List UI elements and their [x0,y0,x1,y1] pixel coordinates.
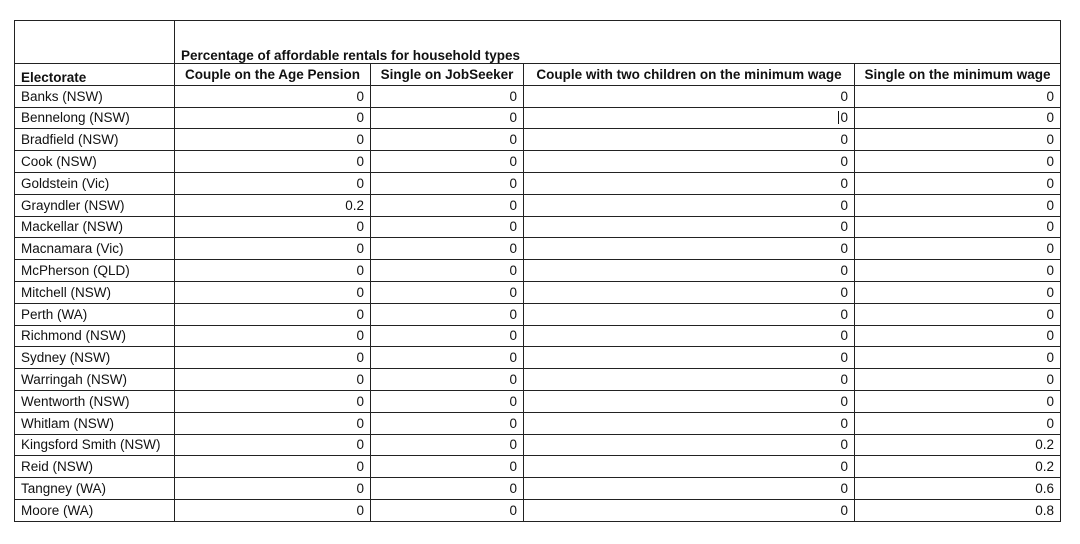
table-row [15,434,1061,456]
value-text: 0 [840,350,848,366]
value-text: 0 [840,284,848,300]
table-row [15,347,1061,369]
value-cell[interactable] [855,216,1061,238]
value-text: 0 [356,350,364,366]
value-cell[interactable] [175,85,371,107]
value-text: 0 [509,154,517,170]
electorate-cell[interactable]: Bennelong (NSW) [15,107,175,129]
value-cell[interactable] [855,85,1061,107]
value-cell[interactable] [524,129,855,151]
value-text: 0 [840,459,848,475]
value-text: 0 [840,393,848,409]
value-text: 0.2 [1035,437,1054,453]
value-text: 0 [356,459,364,475]
value-cell[interactable] [175,238,371,260]
value-text: 0 [356,437,364,453]
electorate-cell[interactable]: Grayndler (NSW) [15,194,175,216]
value-text: 0 [1046,328,1054,344]
table-row [15,260,1061,282]
table-row [15,238,1061,260]
value-text: 0.6 [1035,481,1054,497]
value-cell[interactable] [371,434,524,456]
value-cell[interactable] [175,260,371,282]
value-text: 0 [509,393,517,409]
value-cell[interactable] [524,151,855,173]
value-cell[interactable] [524,216,855,238]
value-text: 0 [509,415,517,431]
electorate-cell[interactable]: Macnamara (Vic) [15,238,175,260]
value-cell[interactable] [175,369,371,391]
table-row [15,151,1061,173]
electorate-cell[interactable]: Whitlam (NSW) [15,412,175,434]
value-cell[interactable] [524,434,855,456]
value-cell[interactable] [855,129,1061,151]
value-text: 0 [840,88,848,104]
value-cell[interactable] [371,412,524,434]
value-text: 0 [1046,372,1054,388]
value-text: 0 [356,263,364,279]
value-text: 0 [509,459,517,475]
value-text: 0 [1046,219,1054,235]
value-cell[interactable] [855,478,1061,500]
value-cell[interactable] [371,281,524,303]
rentals-table [14,20,1061,522]
value-text: 0 [840,175,848,191]
value-cell[interactable] [175,412,371,434]
electorate-cell[interactable]: Perth (WA) [15,303,175,325]
value-cell[interactable] [524,85,855,107]
electorate-header[interactable]: Electorate [15,64,175,86]
value-cell[interactable] [855,107,1061,129]
electorate-cell[interactable]: Tangney (WA) [15,478,175,500]
value-text: 0 [840,372,848,388]
value-text: 0 [1046,110,1054,126]
value-cell[interactable] [371,260,524,282]
value-text: 0 [1046,284,1054,300]
value-text: 0 [1046,88,1054,104]
value-cell[interactable] [371,478,524,500]
value-cell[interactable] [175,434,371,456]
value-text: 0 [356,393,364,409]
value-cell[interactable] [524,390,855,412]
value-text: 0 [356,132,364,148]
value-text: 0 [1046,263,1054,279]
value-cell[interactable] [371,456,524,478]
value-text: 0 [509,110,517,126]
value-text: 0 [1046,132,1054,148]
table-row [15,303,1061,325]
value-cell[interactable] [371,347,524,369]
value-cell[interactable] [371,216,524,238]
value-cell[interactable] [175,194,371,216]
value-cell[interactable] [175,390,371,412]
value-cell[interactable] [175,499,371,521]
value-cell[interactable] [855,281,1061,303]
table-body [15,85,1061,521]
value-cell[interactable] [524,325,855,347]
value-cell[interactable] [855,325,1061,347]
value-cell[interactable] [855,238,1061,260]
value-text: 0 [509,372,517,388]
value-cell[interactable] [371,107,524,129]
value-text: 0 [1046,241,1054,257]
value-cell[interactable] [855,260,1061,282]
electorate-cell[interactable]: Wentworth (NSW) [15,390,175,412]
electorate-cell[interactable]: Mackellar (NSW) [15,216,175,238]
value-text: 0 [840,328,848,344]
value-text: 0 [509,502,517,518]
table-row [15,412,1061,434]
value-cell[interactable] [524,172,855,194]
value-cell[interactable] [371,325,524,347]
electorate-cell[interactable]: Sydney (NSW) [15,347,175,369]
value-cell[interactable] [371,151,524,173]
table-row [15,129,1061,151]
value-text: 0 [840,415,848,431]
value-cell[interactable] [175,347,371,369]
value-text: 0 [840,219,848,235]
value-cell[interactable] [175,325,371,347]
value-cell[interactable] [524,478,855,500]
electorate-cell[interactable]: Mitchell (NSW) [15,281,175,303]
value-text: 0 [1046,393,1054,409]
value-text: 0 [509,328,517,344]
table-row [15,172,1061,194]
value-text: 0 [509,219,517,235]
value-text: 0 [356,372,364,388]
value-text: 0.8 [1035,502,1054,518]
value-text: 0 [356,481,364,497]
table-row [15,478,1061,500]
value-text: 0 [356,502,364,518]
value-text: 0 [509,88,517,104]
electorate-cell[interactable]: Warringah (NSW) [15,369,175,391]
electorate-cell[interactable]: Bradfield (NSW) [15,129,175,151]
value-text: 0 [356,154,364,170]
value-cell[interactable] [175,151,371,173]
value-text: 0 [840,197,848,213]
value-text: 0 [840,481,848,497]
value-cell[interactable] [855,390,1061,412]
group-header[interactable]: Percentage of affordable rentals for household types [175,21,1061,64]
electorate-cell[interactable]: Reid (NSW) [15,456,175,478]
value-cell[interactable] [371,303,524,325]
value-text: 0 [840,502,848,518]
table-row [15,456,1061,478]
value-text: 0 [1046,415,1054,431]
value-text: 0 [356,284,364,300]
value-text: 0 [356,219,364,235]
value-cell[interactable] [524,107,855,129]
table-row [15,216,1061,238]
value-cell[interactable] [855,151,1061,173]
table-row [15,281,1061,303]
value-text: 0 [509,241,517,257]
value-text: 0 [840,263,848,279]
value-text: 0 [840,154,848,170]
value-text: 0 [356,241,364,257]
value-text: 0 [1046,154,1054,170]
table-row [15,325,1061,347]
corner-cell[interactable] [15,21,175,64]
table-row [15,107,1061,129]
value-cell[interactable] [175,107,371,129]
electorate-cell[interactable]: Goldstein (Vic) [15,172,175,194]
value-cell[interactable] [175,281,371,303]
value-text: 0 [509,132,517,148]
value-text: 0 [840,132,848,148]
value-text: 0.2 [345,197,364,213]
value-cell[interactable] [524,412,855,434]
value-cell[interactable] [524,260,855,282]
value-cell[interactable] [371,129,524,151]
value-cell[interactable] [855,434,1061,456]
value-text: 0 [356,415,364,431]
value-cell[interactable] [175,478,371,500]
value-text: 0 [509,284,517,300]
electorate-cell[interactable]: Cook (NSW) [15,151,175,173]
value-text: 0 [509,481,517,497]
value-cell[interactable] [524,456,855,478]
value-cell[interactable] [524,369,855,391]
value-text: 0 [840,110,848,126]
electorate-cell[interactable]: Moore (WA) [15,499,175,521]
value-cell[interactable] [855,303,1061,325]
table-row [15,85,1061,107]
value-cell[interactable] [371,390,524,412]
value-text: 0 [356,328,364,344]
value-cell[interactable] [855,412,1061,434]
value-cell[interactable] [175,456,371,478]
value-text: 0 [509,263,517,279]
value-cell[interactable] [524,238,855,260]
value-text: 0 [509,437,517,453]
value-cell[interactable] [855,347,1061,369]
value-cell[interactable] [524,281,855,303]
value-cell[interactable] [371,499,524,521]
value-text: 0 [509,197,517,213]
value-text: 0.2 [1035,459,1054,475]
value-cell[interactable] [855,172,1061,194]
value-cell[interactable] [371,238,524,260]
value-text: 0 [356,88,364,104]
table-row [15,390,1061,412]
value-text: 0 [1046,175,1054,191]
electorate-cell[interactable]: Banks (NSW) [15,85,175,107]
value-cell[interactable] [175,129,371,151]
value-cell[interactable] [524,303,855,325]
table-row [15,499,1061,521]
column-header-single-min-wage[interactable]: Single on the minimum wage [855,64,1061,86]
value-cell[interactable] [371,369,524,391]
value-text: 0 [509,175,517,191]
value-text: 0 [509,306,517,322]
value-cell[interactable] [371,194,524,216]
value-text: 0 [356,175,364,191]
electorate-cell[interactable]: Richmond (NSW) [15,325,175,347]
value-cell[interactable] [524,347,855,369]
electorate-cell[interactable]: Kingsford Smith (NSW) [15,434,175,456]
value-cell[interactable] [855,194,1061,216]
value-cell[interactable] [175,216,371,238]
value-text: 0 [356,306,364,322]
value-text: 0 [356,110,364,126]
table-row [15,369,1061,391]
value-text: 0 [509,350,517,366]
value-text: 0 [1046,306,1054,322]
value-cell[interactable] [371,85,524,107]
column-header-age-pension[interactable]: Couple on the Age Pension [175,64,371,86]
column-header-jobseeker[interactable]: Single on JobSeeker [371,64,524,86]
value-text: 0 [840,437,848,453]
value-cell[interactable] [524,194,855,216]
value-text: 0 [1046,197,1054,213]
value-cell[interactable] [524,499,855,521]
value-cell[interactable] [855,456,1061,478]
value-text: 0 [840,306,848,322]
value-cell[interactable] [855,499,1061,521]
value-cell[interactable] [175,172,371,194]
value-text: 0 [840,241,848,257]
column-header-couple-children[interactable]: Couple with two children on the minimum wage [524,64,855,86]
value-cell[interactable] [175,303,371,325]
value-cell[interactable] [371,172,524,194]
electorate-cell[interactable]: McPherson (QLD) [15,260,175,282]
table-row [15,194,1061,216]
value-cell[interactable] [855,369,1061,391]
value-text: 0 [1046,350,1054,366]
